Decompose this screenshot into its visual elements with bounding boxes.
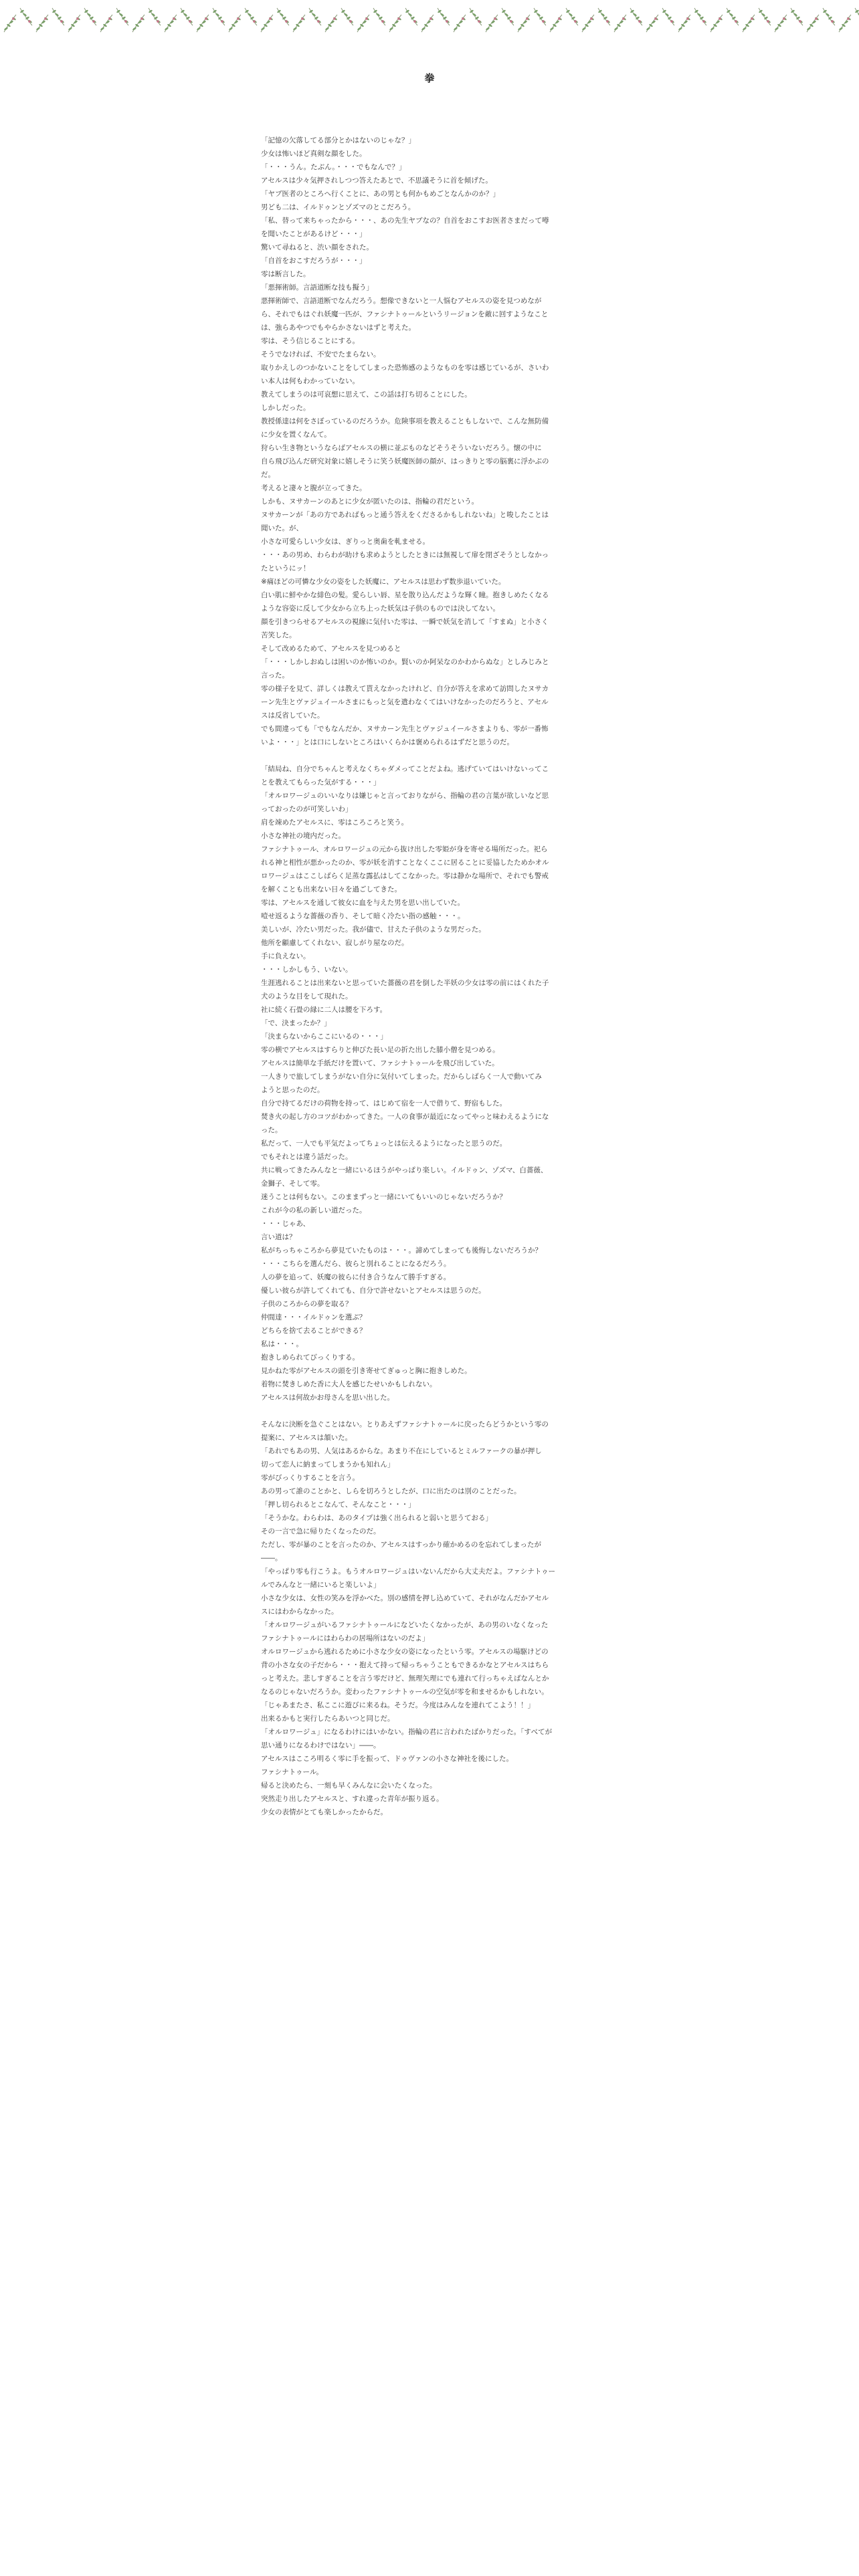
sprig-ornament xyxy=(4,15,17,32)
sprig-ornament xyxy=(438,8,450,25)
text-line: 「そうかな。わらわは、あのタイプは強く出られると弱いと思うておる」 xyxy=(261,1514,492,1522)
text-line: 背の小さな女の子だから・・・抱えて持って帰っちゃうこともできるかなとアセルスはちら xyxy=(261,1661,549,1669)
sprig-ornament xyxy=(100,15,113,32)
sprig-ornament xyxy=(470,8,482,25)
sprig-ornament xyxy=(20,8,33,25)
page-title: 拳 xyxy=(424,72,435,85)
text-line: 少女は怖いほど真剣な顔をした。 xyxy=(261,150,367,158)
text-line: どちらを捨て去ることができる？ xyxy=(261,1327,367,1335)
text-line: ロワージュはここしばらく足蒸な露払はしてこなかった。零は静かな場所で、それでも警戒 xyxy=(261,872,549,880)
sprig-ornament xyxy=(454,15,466,32)
text-line: 苦笑した。 xyxy=(261,631,296,639)
text-line: ファシナトゥールにはわらわの居場所はないのだよ」 xyxy=(261,1634,430,1642)
text-line: 「で、決まったか？」 xyxy=(261,1019,331,1027)
text-line: 白い肌に鮮やかな緋色の髪。愛らしい唇、星を散り込んだような輝く瞳。抱きしめたくなる xyxy=(261,591,549,599)
sprig-ornament xyxy=(325,15,338,32)
sprig-ornament xyxy=(309,8,322,25)
sprig-ornament xyxy=(181,8,193,25)
text-line: ヌサカーンが「あの方であればもっと通う答えをくださるかもしれないね」と唆したことは xyxy=(261,511,549,519)
sprig-ornament xyxy=(807,15,820,32)
sprig-ornament xyxy=(646,15,659,32)
text-line: スにはわからなかった。 xyxy=(261,1608,339,1616)
text-line: 狩らい生き物というならばアセルスの横に並ぶものなどそうそういないだろう。懐の中に xyxy=(261,444,542,452)
text-line: 零は、そう信じることにする。 xyxy=(261,337,359,345)
text-line: 教えてしまうのは可哀想に思えて、この話は打ち切ることにした。 xyxy=(261,391,472,399)
text-line: ・・・しかしもう、いない。 xyxy=(261,966,353,974)
text-line: その一言で急に帰りたくなったのだ。 xyxy=(261,1527,381,1535)
text-line: ・・・あの男め、わらわが助けも求めようとしたときには無視して扉を閉ざそうとしなかっ xyxy=(261,551,549,559)
sprig-ornament xyxy=(213,8,225,25)
text-line: ようと思ったのだ。 xyxy=(261,1086,324,1094)
text-line: を聞いたことがあるけど・・・」 xyxy=(261,230,367,238)
sprig-ornament xyxy=(341,8,354,25)
sprig-ornament xyxy=(598,8,611,25)
text-line: 少女の表情がとても楽しかったからだ。 xyxy=(261,1808,387,1816)
sprig-ornament xyxy=(68,15,81,32)
text-line: アセルスは簡単な手紙だけを置いて、ファシナトゥールを飛び出していた。 xyxy=(261,1059,499,1067)
text-line: 帰ると決めたら、一刻も早くみんなに会いたくなった。 xyxy=(261,1782,437,1790)
text-line: ルでみんなと一緒にいると楽しいよ」 xyxy=(261,1581,381,1589)
sprig-ornament xyxy=(550,15,563,32)
text-line: 私だって、一人でも平気だよってちょっとは伝えるようになったと思うのだ。 xyxy=(261,1140,507,1148)
text-line: 悪揮術師で、言語道断でなんだろう。想像できないと一人悩むアセルスの姿を見つめなが xyxy=(261,297,542,305)
text-line: アセルスはこころ明るく零に手を振って、ドゥヴァンの小さな神社を後にした。 xyxy=(261,1755,514,1763)
text-line: 共に戦ってきたみんなと一緒にいるほうがやっぱり楽しい。イルドゥン、ゾズマ、白薔薇、 xyxy=(261,1166,548,1174)
text-line: あの男って誰のことかと、しらを切ろうとしたが、口に出たのは別のことだった。 xyxy=(261,1487,521,1495)
text-line: オルロワージュから逃れるために小さな少女の姿になったという零。アセルスの場駆けどの xyxy=(261,1648,549,1656)
sprig-ornament xyxy=(678,15,691,32)
sprig-ornament xyxy=(855,8,859,25)
text-line: に少女を置くなんて。 xyxy=(261,431,331,439)
text-line: しかも、ヌサカーンのあとに少女が匿いたのは、指輪の君だという。 xyxy=(261,498,479,506)
sprig-ornament xyxy=(775,15,787,32)
text-line: 考えると凄々と腹が立ってきた。 xyxy=(261,484,367,492)
text-line: いよ・・・」とは口にしないところはいくらかは褒められるはずだと思うのだ。 xyxy=(261,738,514,746)
text-line: ・・・こちらを選んだら、彼らと別れることになるだろう。 xyxy=(261,1260,451,1268)
sprig-ornament xyxy=(534,8,547,25)
text-line: 「やっぱり零も行こうよ。もうオルロワージュはいないんだから大丈夫だよ。ファシナトゥー xyxy=(261,1568,556,1576)
sprig-ornament xyxy=(823,8,836,25)
sprig-ornament xyxy=(405,8,418,25)
text-line: ただし、零が暴のことを言ったのか、アセルスはすっかり確かめるのを忘れてしまったが xyxy=(261,1541,541,1549)
sprig-ornament xyxy=(36,15,49,32)
text-line: 聞いた。が、 xyxy=(261,524,303,532)
text-line: 美しいが、冷たい男だった。我が儘で、甘えた子供のような男だった。 xyxy=(261,926,486,934)
text-line: 驚いて尋ねると、渋い顔をされた。 xyxy=(261,243,373,251)
text-line: ※痛ほどの可憐な少女の姿をした妖魔に、アセルスは思わず数歩退いていた。 xyxy=(261,578,506,586)
text-line: 他所を顧慮してくれない、寂しがり屋なのだ。 xyxy=(261,939,409,947)
text-line: なるのじゃないだろうか。変わったファシナトゥールの空気が零を和ませるかもしれない。 xyxy=(261,1688,549,1696)
text-line: 零は、アセルスを通して彼女に血を与えた男を思い出していた。 xyxy=(261,899,465,907)
sprig-ornament xyxy=(694,8,707,25)
text-line: 見かねた零がアセルスの頭を引き寄せてぎゅっと胸に抱きしめた。 xyxy=(261,1367,472,1375)
text-line: 「決まらないからここにいるの・・・」 xyxy=(261,1033,387,1041)
sprig-ornament xyxy=(84,8,97,25)
text-line: しかしだった。 xyxy=(261,404,310,412)
sprig-ornament xyxy=(52,8,65,25)
sprig-ornament xyxy=(229,15,242,32)
text-line: 「記憶の欠落してる部分とかはないのじゃな？」 xyxy=(261,136,415,144)
text-line: 抱きしめられてびっくりする。 xyxy=(261,1354,359,1362)
text-line: ような容姿に反して少女から立ち上った妖気は子供のものでは決してない。 xyxy=(261,605,500,613)
story-paragraph xyxy=(261,762,598,1404)
text-line: 提案に、アセルスは頷いた。 xyxy=(261,1434,353,1442)
text-line: 男ども二は、イルドゥンとゾズマのとこだろう。 xyxy=(261,203,415,211)
text-line: アセルスは少々気押されしつつ答えたあとで、不思議そうに首を傾げた。 xyxy=(261,177,492,185)
text-line: 肩を竦めたアセルスに、零はころころと笑う。 xyxy=(261,819,409,827)
text-line: 零の様子を見て、詳しくは教えて貰えなかったけれど、自分が答えを求めて訪問したヌサカ xyxy=(261,685,549,693)
text-line: 出来るかもと実行したらあいつと同じだ。 xyxy=(261,1715,395,1723)
text-line: 思い通りになるわけではない」――。 xyxy=(261,1741,381,1749)
sprig-ornament xyxy=(486,15,498,32)
sprig-ornament xyxy=(727,8,739,25)
story-paragraph xyxy=(261,1418,598,1819)
text-line: 零がびっくりすることを言う。 xyxy=(261,1474,359,1482)
text-line: れる神と相性が悪かったのか、零が妖を消すことなくここに居ることに妥協したためかオル xyxy=(261,859,549,867)
text-line: ーン先生とヴァジュイールさまにもっと気を遣わなくてはいけなかったのだろうと、アセル xyxy=(261,698,549,706)
text-line: 「結局ね、自分でちゃんと考えなくちゃダメってことだよね。逃げていてはいけないってこ xyxy=(261,765,549,773)
sprig-ornament xyxy=(839,15,852,32)
sprig-ornament xyxy=(165,15,177,32)
text-line: 焚き火の起し方のコツがわかってきた。一人の食事が最近になってやっと味わえるようにな xyxy=(261,1113,549,1121)
text-line: でもそれとは違う話だった。 xyxy=(261,1153,353,1161)
text-line: ――。 xyxy=(261,1554,282,1562)
sprig-ornament xyxy=(743,15,755,32)
sprig-ornament xyxy=(421,15,434,32)
sprig-ornament xyxy=(132,15,145,32)
text-line: 「じゃあまたさ、私ここに遊びに来るね。そうだ。今度はみんなを連れてこよう！！」 xyxy=(261,1701,535,1709)
sprig-ornament xyxy=(389,15,402,32)
story-body xyxy=(261,134,598,1819)
sprig-ornament xyxy=(116,8,129,25)
text-line: 「私、替って来ちゃったから・・・、あの先生ヤブなの？自首をおこすお医者さまだって噂 xyxy=(261,217,549,225)
text-line: 零の横でアセルスはすらりと伸びた長い足の折た出した膝小僧を見つめる。 xyxy=(261,1046,500,1054)
text-line: 小さな少女は、女性の笑みを浮かべた。別の感情を押し込めていて、それがなんだかアセル xyxy=(261,1594,549,1602)
text-line: 着物に焚きしめた香に大人を感じたせいかもしれない。 xyxy=(261,1380,437,1388)
text-line: とを教えてもらった気がする・・・」 xyxy=(261,778,381,786)
text-line: 自分で持てるだけの荷物を持って、はじめて宿を一人で借りて、野宿もした。 xyxy=(261,1099,507,1107)
text-line: 切って恋人に納まってしまうかも知れん」 xyxy=(261,1461,395,1469)
text-line: たというにッ！ xyxy=(261,564,310,572)
text-line: 取りかえしのつかないことをしてしまった恐怖感のようなものを零は感じているが、さいわ xyxy=(261,364,549,372)
text-line: ら、それでもはぐれ妖魔一匹が、ファシナトゥールというリージョンを敵に回すようなこと xyxy=(261,310,549,318)
text-line: ファシナトゥール、オルロワージュの元から抜け出した零姫が身を寄せる場所だった。祀ら xyxy=(261,845,548,853)
text-line: 優しい彼らが許してくれても、自分で許せないとアセルスは思うのだ。 xyxy=(261,1287,486,1295)
sprig-ornament xyxy=(373,8,386,25)
text-line: 「あれでもあの男、人気はあるからな。あまり不在にしているとミルファークの暴が押し xyxy=(261,1447,542,1455)
text-line: 言い道は？ xyxy=(261,1233,296,1241)
text-line: 教授係達は何をさぼっているのだろうか。危険事項を教えることもしないで、こんな無防備 xyxy=(261,417,549,425)
text-line: 言った。 xyxy=(261,671,289,679)
text-line: 手に負えない。 xyxy=(261,952,310,960)
text-line: 迷うことは何もない。このままずっと一緒にいてもいいのじゃないだろうか？ xyxy=(261,1193,506,1201)
sprig-ornament xyxy=(518,15,531,32)
text-line: アセルスは何故かお母さんを思い出した。 xyxy=(261,1394,395,1402)
text-line: 人の夢を追って、妖魔の彼らに付き合うなんて勝手すぎる。 xyxy=(261,1273,451,1281)
text-line: った。 xyxy=(261,1126,282,1134)
story-paragraph xyxy=(261,134,598,749)
text-line: っておったのが可笑しいわ」 xyxy=(261,805,353,813)
sprig-ornament xyxy=(582,15,595,32)
text-line: そして改めるためて、アセルスを見つめると xyxy=(261,645,401,653)
text-line: 「押し切られるとこなんて、そんなこと・・・」 xyxy=(261,1501,415,1509)
text-line: 小さな神社の境内だった。 xyxy=(261,832,345,840)
text-line: そうでなければ、不安でたまらない。 xyxy=(261,350,381,358)
text-line: 「・・・うん。たぶん。・・・でもなんで？」 xyxy=(261,163,406,171)
sprig-ornament xyxy=(710,15,723,32)
sprig-ornament xyxy=(614,15,627,32)
text-line: 「自首をおこすだろうが・・・」 xyxy=(261,257,367,265)
text-line: ファシナトゥール。 xyxy=(261,1768,323,1776)
sprig-ornament xyxy=(293,15,306,32)
text-line: でも間違っても「でもなんだか、ヌサカーン先生とヴァジュイールさまよりも、零が一番怖 xyxy=(261,725,549,733)
text-line: 「ヤブ医者のところへ行くことに、あの男とも何かもめごとなんかのか？」 xyxy=(261,190,500,198)
sprig-ornament xyxy=(502,8,514,25)
text-line: 「悪揮術師。言語道断な技も擬う」 xyxy=(261,284,373,292)
sprig-ornament xyxy=(662,8,675,25)
sprig-ornament xyxy=(149,8,161,25)
text-line: 社に続く石畳の縁に二人は腰を下ろす。 xyxy=(261,1006,387,1014)
text-line: 「オルロワージュ」になるわけにはいかない。指輪の君に言われたばかりだった。「すべてが xyxy=(261,1728,553,1736)
text-line: そんなに決断を急ぐことはない。とりあえずファシナトゥールに戻ったらどうかという零の xyxy=(261,1420,549,1428)
text-line: 私がちっちゃころから夢見ていたものは・・・。諦めてしまっても後悔しないだろうか？ xyxy=(261,1247,542,1255)
sprig-ornament xyxy=(791,8,803,25)
sprig-ornament xyxy=(566,8,579,25)
text-line: だ。 xyxy=(261,471,275,479)
text-line: 顔を引きつらせるアセルスの視線に気付いた零は、一瞬で妖気を消して「すまぬ」と小さく xyxy=(261,618,549,626)
text-line: 仲間達・・・イルドゥンを選ぶ？ xyxy=(261,1313,367,1321)
text-line: 犬のような目をして現れた。 xyxy=(261,992,353,1000)
text-line: 零は断言した。 xyxy=(261,270,310,278)
sprig-ornament xyxy=(277,8,290,25)
text-line: 生涯逃れることは出来ないと思っていた薔薇の君を倒した半妖の少女は零の前にはくれた子 xyxy=(261,979,549,987)
text-line: 金獅子、そして零。 xyxy=(261,1180,324,1188)
text-line: 突然走り出したアセルスと、すれ違った青年が振り返る。 xyxy=(261,1795,444,1803)
sprig-ornament xyxy=(357,15,370,32)
text-line: を解くことも出来ない日々を過ごしてきた。 xyxy=(261,885,401,893)
sprig-ornament xyxy=(261,15,274,32)
text-line: 小さな可愛らしい少女は、ぎりっと奥歯を軋ませる。 xyxy=(261,538,430,546)
text-line: これが今の私の新しい道だった。 xyxy=(261,1206,367,1214)
text-line: 「・・・しかしおぬしは困いのか怖いのか。賢いのか阿呆なのかわからぬな」としみじみと xyxy=(261,658,549,666)
text-line: スは反省していた。 xyxy=(261,712,324,720)
text-line: 「オルロワージュのいいなりは嫌じゃと言っておりながら、指輪の君の言葉が欲しいなど思 xyxy=(261,792,549,800)
floral-border xyxy=(0,0,859,40)
text-line: 一人きりで旅してしまうがない自分に気付いてしまった。だからしばらく一人で動いてみ xyxy=(261,1073,542,1081)
sprig-ornament xyxy=(759,8,771,25)
text-line: 「オルロワージュがいるファシナトゥールになどいたくなかったが、あの男のいなくなった xyxy=(261,1621,549,1629)
text-line: 私は・・・。 xyxy=(261,1340,303,1348)
text-line: っと考えた。悲しすぎることを言う零だけど、無理矢理にでも連れて行っちゃえばなんとか xyxy=(261,1675,549,1683)
paragraph-break xyxy=(261,749,598,762)
text-line: 子供のころからの夢を取る？ xyxy=(261,1300,353,1308)
text-line: 自ら飛び込んだ研究対象に嬉しそうに笑う妖魔医師の顔が、はっきりと零の脳裏に浮かぶの xyxy=(261,457,549,465)
sprig-ornament xyxy=(630,8,643,25)
text-line: い本人は何もわかっていない。 xyxy=(261,377,359,385)
sprig-ornament xyxy=(245,8,258,25)
text-line: は、強らあやつでもやらかさないはずと考えた。 xyxy=(261,324,415,332)
paragraph-break xyxy=(261,1404,598,1418)
text-line: 噎せ返るような薔薇の香り、そして暗く冷たい指の感触・・・。 xyxy=(261,912,465,920)
text-line: ・・・じゃあ、 xyxy=(261,1220,310,1228)
sprig-ornament xyxy=(197,15,209,32)
